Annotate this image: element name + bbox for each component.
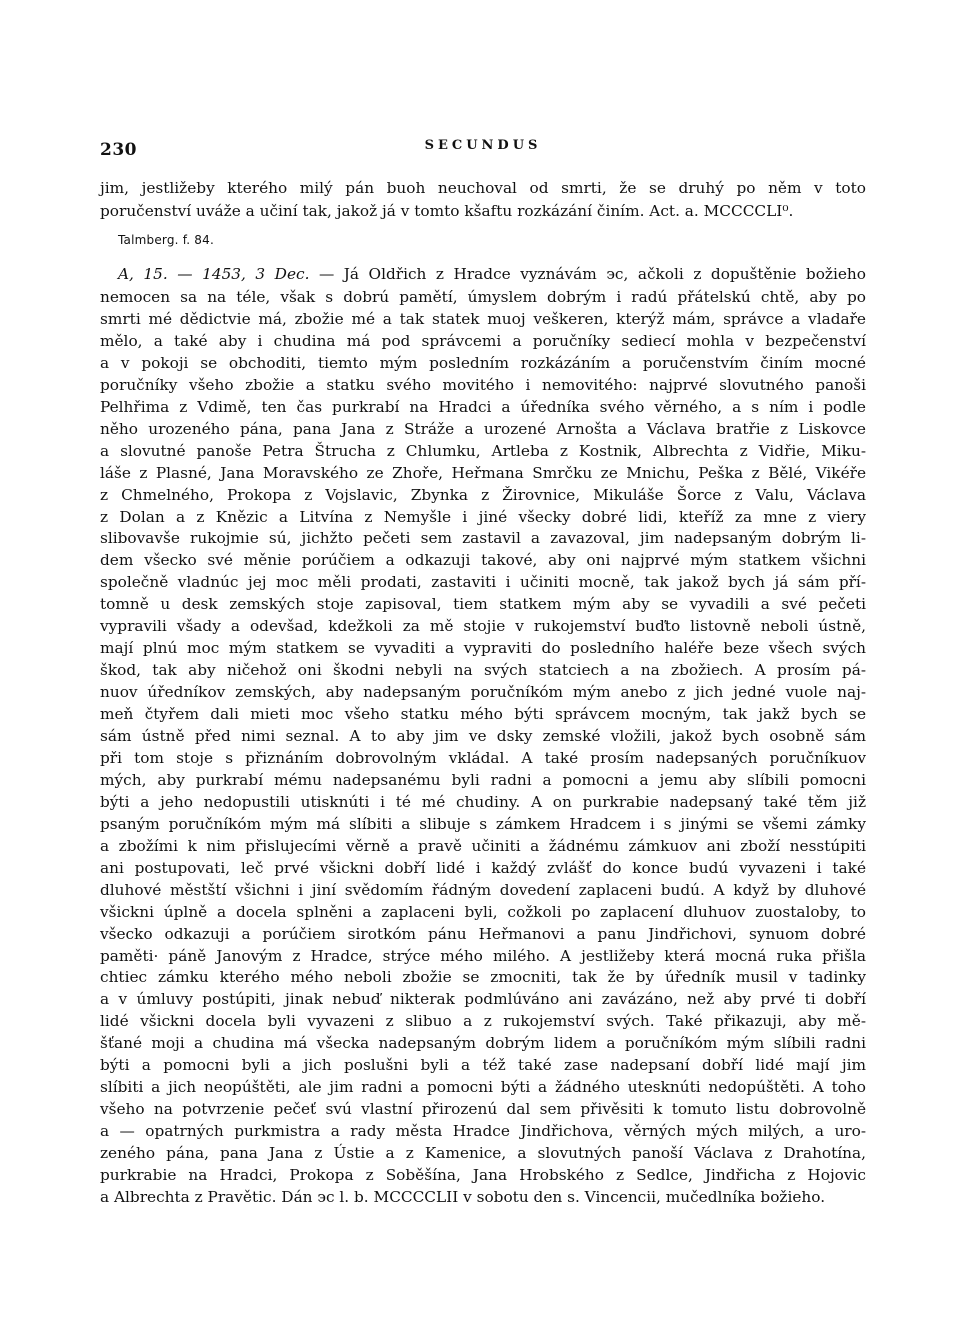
entry-dateline: A, 15. — 1453, 3 Dec. <box>118 265 310 283</box>
text-line: Pelhřima z Vdimě, ten čas purkrabí na Hradci a úředníka svého věrného, a s ním i podle <box>100 398 866 416</box>
text-line: společně vladnúc jej moc měli prodati, zastaviti i učiniti mocně, tak jakož bych já sám pří- <box>100 573 866 591</box>
page-number: 230 <box>100 140 137 160</box>
text-line: poručenství uváže a učiní tak, jakož já v tomto kšaftu rozkázání činím. Act. a. MCCCCLI⁰. <box>100 202 794 220</box>
text-line: lidé všickni docela byli vyvazeni z slibuo a z rukojemství svých. Také přikazuji, aby mě- <box>100 1012 866 1030</box>
text-line: škod, tak aby ničehož oni škodni nebyli na svých statciech a na zbožiech. A prosím pá- <box>100 661 866 679</box>
text-line: šťané moji a chudina má všecka nadepsaným dobrým lidem a poručníkóm mým slíbili radni <box>100 1034 866 1052</box>
text-line: všeho na potvrzenie pečeť svú vlastní přirozenú dal sem přivěsiti k tomuto listu dobrovolně <box>100 1100 866 1118</box>
text-line: při tom stoje s přiznáním dobrovolným vkládal. A také prosím nadepsaných poručníkuov <box>100 749 866 767</box>
entry-first-line <box>118 263 866 285</box>
text-line: a slovutné panoše Petra Štrucha z Chlumku, Artleba z Kostnik, Albrechta z Vidřie, Miku- <box>100 442 866 460</box>
text-line: a — opatrných purkmistra a rady města Hradce Jindřichova, věrných mých milých, a uro- <box>100 1122 866 1140</box>
text-line: purkrabie na Hradci, Prokopa z Soběšína, Jana Hrobského z Sedlce, Jindřicha z Hojovic <box>100 1166 866 1184</box>
text-line: sám ústně před nimi seznal. A to aby jim ve dsky zemské vložili, jakož bych osobně sám <box>100 727 866 745</box>
running-head: SECUNDUS <box>424 138 542 153</box>
text-line: láše z Plasné, Jana Moravského ze Zhoře, Heřmana Smrčku ze Mnichu, Peška z Bělé, Vikéře <box>100 464 866 482</box>
text-line: a zbožími k nim přislujecími věrně a pravě učiniti a žádnému zámkuov ani zboží nesstúpiti <box>100 837 866 855</box>
text-line: poručníky všeho zbožie a statku svého movitého i nemovitého: najprvé slovutného panoši <box>100 376 866 394</box>
text-line: slibovavše rukojmie sú, jichžto pečeti sem zastavil a zavazoval, jim nadepsaným dobrým li- <box>100 529 866 547</box>
text-line: něho urozeného pána, pana Jana z Stráže a urozené Arnošta a Václava bratřie z Liskovce <box>100 420 866 438</box>
text-line: mají plnú moc mým statkem se vyvaditi a vypraviti do posledního haléře beze všech svých <box>100 639 866 657</box>
text-line: všickni úplně a docela splněni a zaplaceni byli, cožkoli po zaplacení dluhuov zuostaloby, to <box>100 903 866 921</box>
text-line: slíbiti a jich neopúštěti, ale jim radni a pomocni býti a žádného utesknúti nedopúštěti. A toho <box>100 1078 866 1096</box>
source-reference: Talmberg. f. 84. <box>118 233 214 247</box>
text-line: z Chmelného, Prokopa z Vojslavic, Zbynka z Žirovnice, Mikuláše Šorce z Valu, Václava <box>100 486 866 504</box>
page-header <box>100 138 866 162</box>
text-line: tomně u desk zemských stoje zapisoval, tiem statkem mým aby se vyvadili a své pečeti <box>100 595 866 613</box>
text-line: nemocen sa na téle, však s dobrú pamětí, úmyslem dobrým i radú přátelskú chtě, aby po <box>100 288 866 306</box>
text-line: jim, jestližeby kterého milý pán buoh neuchoval od smrti, že se druhý po něm v toto <box>100 179 866 197</box>
text-line: chtiec zámku kterého mého neboli zbožie se zmocniti, tak že by úředník musil v tadinky <box>100 968 866 986</box>
text-line: ani postupovati, leč prvé všickni dobří lidé i každý zvlášť do konce budú vyvazeni i také <box>100 859 866 877</box>
text-line: a v pokoji se obchoditi, tiemto mým posledním rozkázáním a poručenstvím činím mocné <box>100 354 866 372</box>
text-line: a v úmluvy postúpiti, jinak nebuď nikterak podmlúváno ani zavázáno, než aby prvé ti dobří <box>100 990 866 1008</box>
text-line: paměti· páně Janovým z Hradce, strýce mého milého. A jestližeby která mocná ruka přišla <box>100 947 866 965</box>
text-line: smrti mé dědictvie má, zbožie mé a tak statek muoj veškeren, kterýž mám, správce a vladaře <box>100 310 866 328</box>
entry-opening-text: — Já Oldřich z Hradce vyznávám эc, ačkoli z dopuštěnie božieho <box>309 265 866 283</box>
text-line: býti a jeho nedopustili utisknúti i té mé chudiny. A on purkrabie nadepsaný také těm již <box>100 793 866 811</box>
text-line: meň čtyřem dali mieti moc všeho statku mého býti správcem mocným, tak jakž bych se <box>100 705 866 723</box>
text-line: mělo, a také aby i chudina má pod správcemi a poručníky sediecí mohla v bezpečenství <box>100 332 866 350</box>
text-line: mých, aby purkrabí mému nadepsanému byli radni a pomocni a jemu aby slíbili pomocni <box>100 771 866 789</box>
text-line: z Dolan a z Knězic a Litvína z Nemyšle i jiné všecky dobré lidi, kteříž za mne z viery <box>100 508 866 526</box>
text-line: dluhové městští všichni i jiní svědomím řádným dovedení zaplaceni budú. A když by dluhové <box>100 881 866 899</box>
text-line: dem všecko své měnie porúčiem a odkazuji takové, aby oni najprvé mým statkem všichni <box>100 551 866 569</box>
text-line: vypravili všady a odevšad, kdežkoli za mě stojie v rukojemství buďto listovně neboli ústně, <box>100 617 866 635</box>
text-line: nuov úředníkov zemských, aby nadepsaným poručníkóm mým anebo z jich jedné vuole naj- <box>100 683 866 701</box>
text-line: zeného pána, pana Jana z Ústie a z Kamenice, a slovutných panoší Václava z Drahotína, <box>100 1144 866 1162</box>
text-line: a Albrechta z Pravětic. Dán эc l. b. MCCCCLII v sobotu den s. Vincencii, mučedlníka božieho. <box>100 1188 826 1206</box>
text-line: všecko odkazuji a porúčiem sirotkóm pánu Heřmanovi a panu Jindřichovi, synuom dobré <box>100 925 866 943</box>
text-line: psaným poručníkóm mým má slíbiti a slibuje s zámkem Hradcem i s jinými se všemi zámky <box>100 815 866 833</box>
text-line: býti a pomocni byli a jich poslušni byli a též také zase nadepsaní dobří lidé mají jim <box>100 1056 866 1074</box>
